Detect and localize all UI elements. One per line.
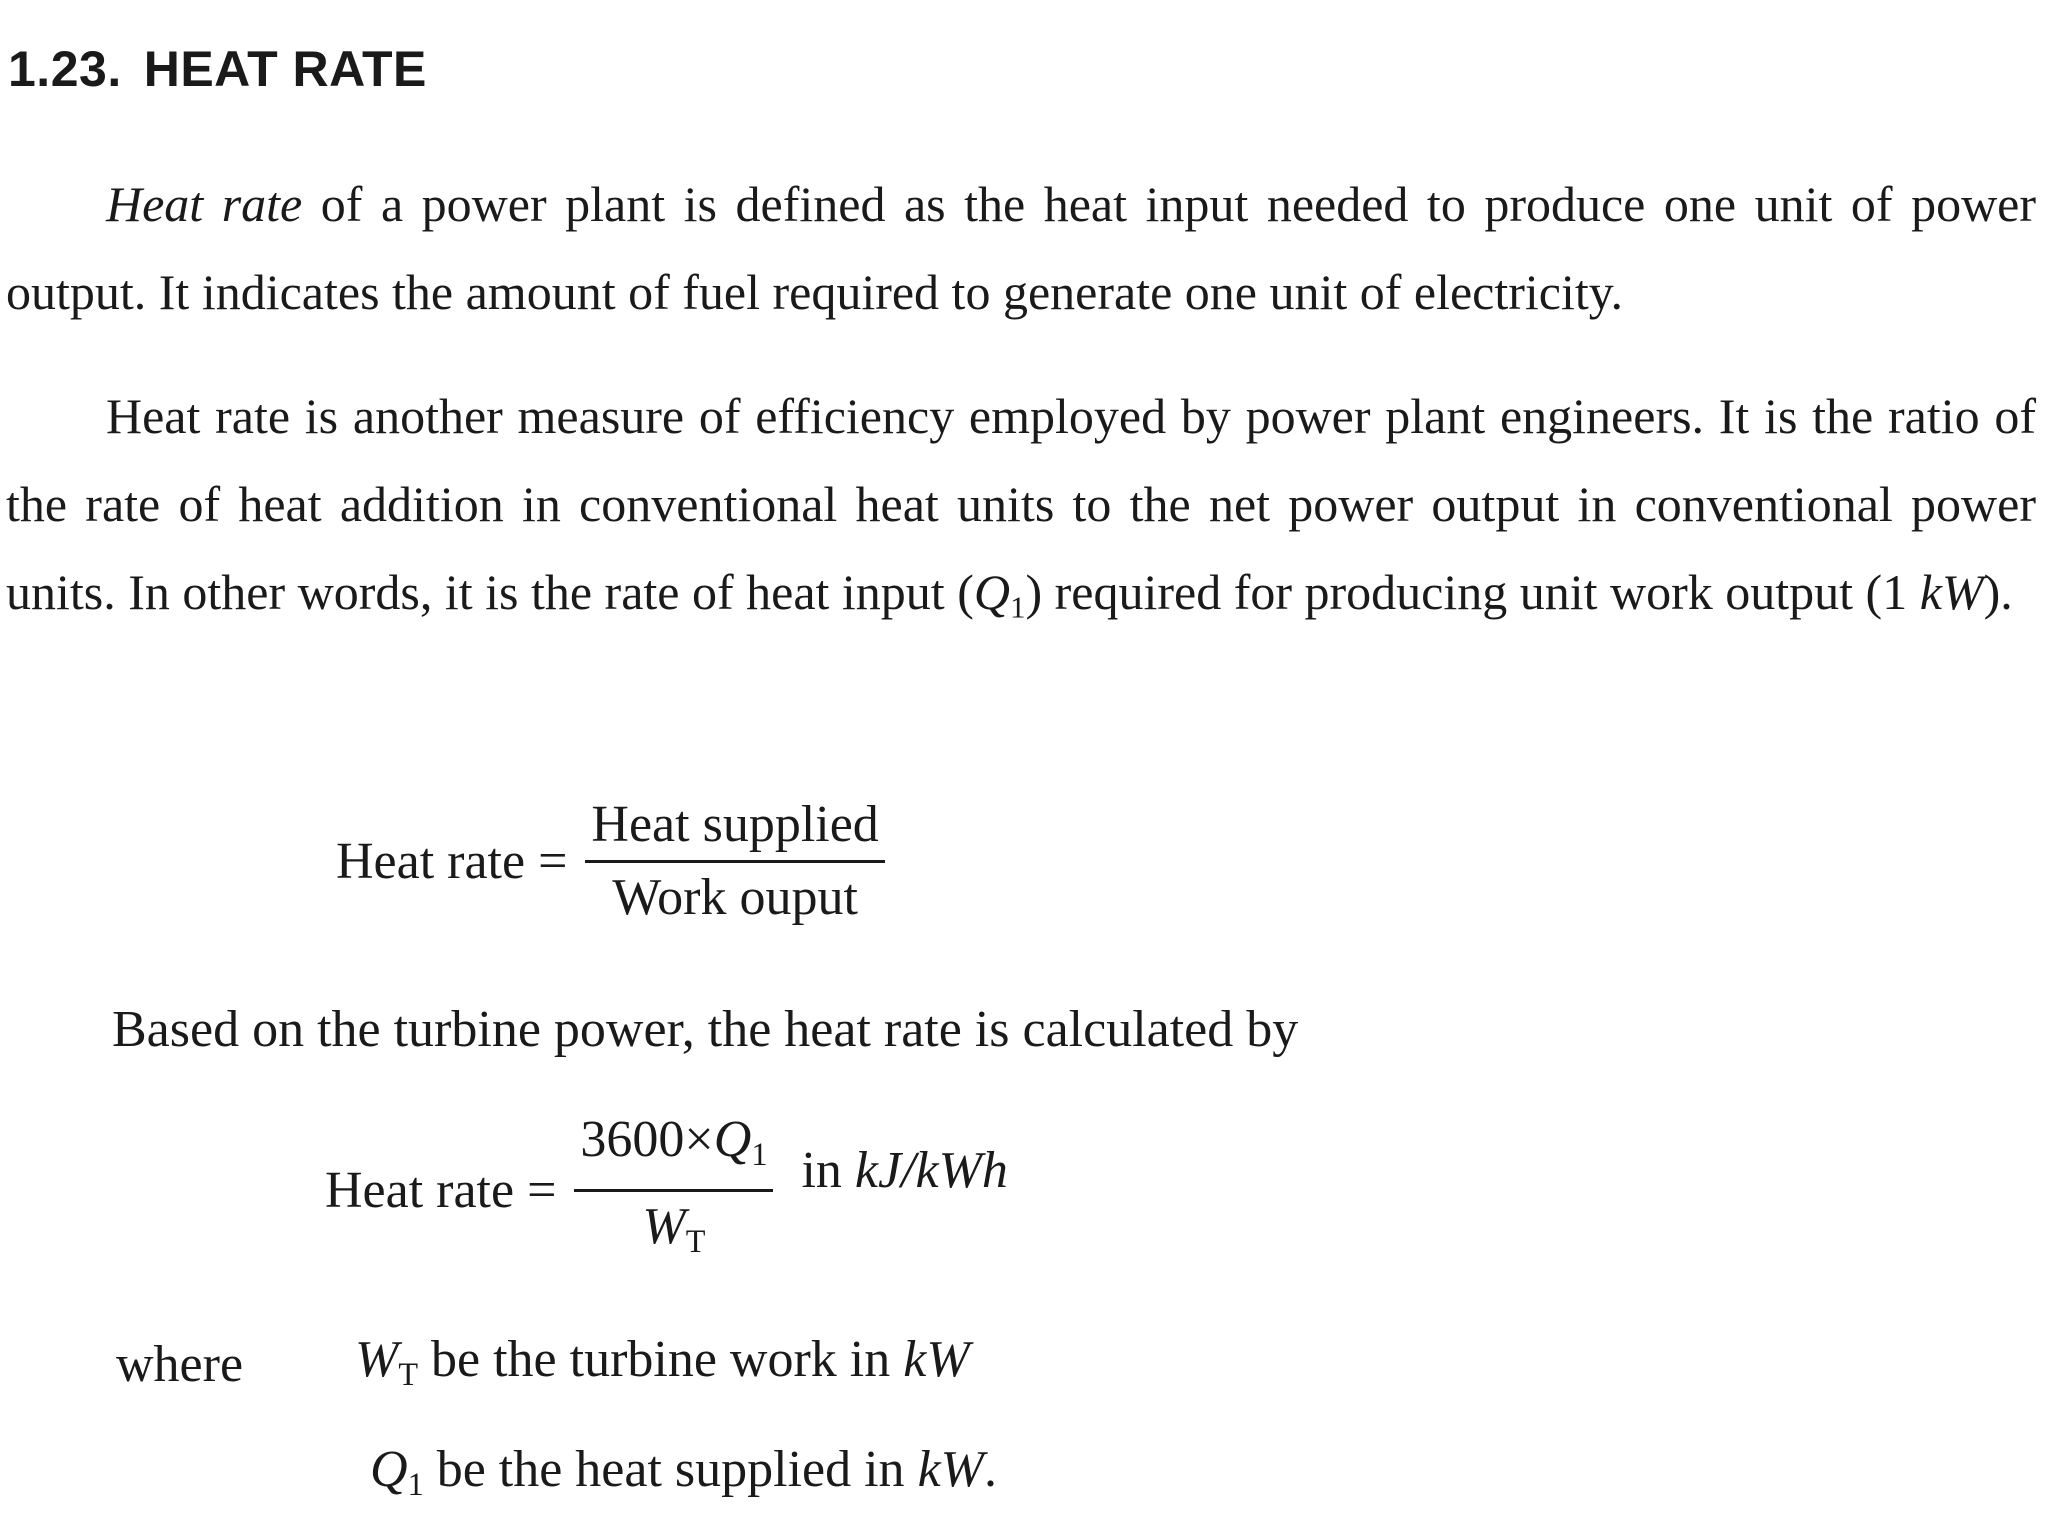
denominator-symbol: W [642,1198,686,1256]
fraction-numerator: Heat supplied [591,796,879,853]
heat-input-subscript: 1 [1009,589,1026,625]
turbine-heat-rate-equation [325,1105,1008,1276]
equation-unit [801,1141,1007,1200]
heat-input-symbol: Q [973,564,1010,620]
section-title: HEAT RATE [143,41,427,97]
where-end: . [983,1441,997,1498]
explanation-text-after: ). [1983,564,2013,620]
section-number: 1.23. [8,41,122,97]
fraction-numerator [574,1105,773,1189]
definition-paragraph [6,160,2036,336]
defined-term: Heat rate [106,176,303,232]
explanation-text-before: Heat rate is another measure of efficiency employed by power plant engineers. It is the ratio of the rate of heat addition in conventional heat units to the net power output in conventional power units. In other words, it is the rate of heat input ( [6,388,2036,620]
where-unit: kW [903,1331,970,1388]
equation-lhs: Heat rate = [325,1162,557,1220]
numerator-subscript: 1 [751,1136,768,1173]
unit-prefix: in [801,1142,842,1200]
where-unit: kW [917,1441,984,1498]
based-on-text: Based on the turbine power, the heat rate is calculated by [112,1001,1299,1058]
numerator-prefix: 3600× [580,1111,714,1168]
where-item-heat-supplied [370,1440,997,1503]
where-label: where [116,1336,244,1393]
fraction [574,1105,773,1276]
explanation-paragraph [6,372,2036,652]
where-symbol: Q [370,1441,408,1498]
equation-lhs: Heat rate = [336,833,568,890]
denominator-subscript: T [685,1223,706,1260]
fraction-denominator [636,1192,711,1276]
where-subscript: 1 [407,1466,424,1503]
where-subscript: T [398,1356,419,1393]
where-text: be the heat supplied in [436,1441,905,1498]
numerator-symbol: Q [713,1111,752,1168]
section-heading [8,40,427,98]
where-text: be the turbine work in [431,1331,891,1388]
fraction-denominator: Work ouput [612,869,858,926]
where-item-turbine-work [355,1330,970,1393]
work-unit: kW [1919,564,1984,620]
fraction [585,790,884,933]
unit-value: kJ/kWh [854,1142,1008,1200]
explanation-text-middle: ) required for producing unit work output (1 [1025,564,1920,620]
definition-text: of a power plant is defined as the heat input needed to produce one unit of power output. It indicates the amount of fuel required to generate one unit of electricity. [6,176,2037,320]
heat-rate-equation [336,790,899,933]
where-symbol: W [355,1331,399,1388]
